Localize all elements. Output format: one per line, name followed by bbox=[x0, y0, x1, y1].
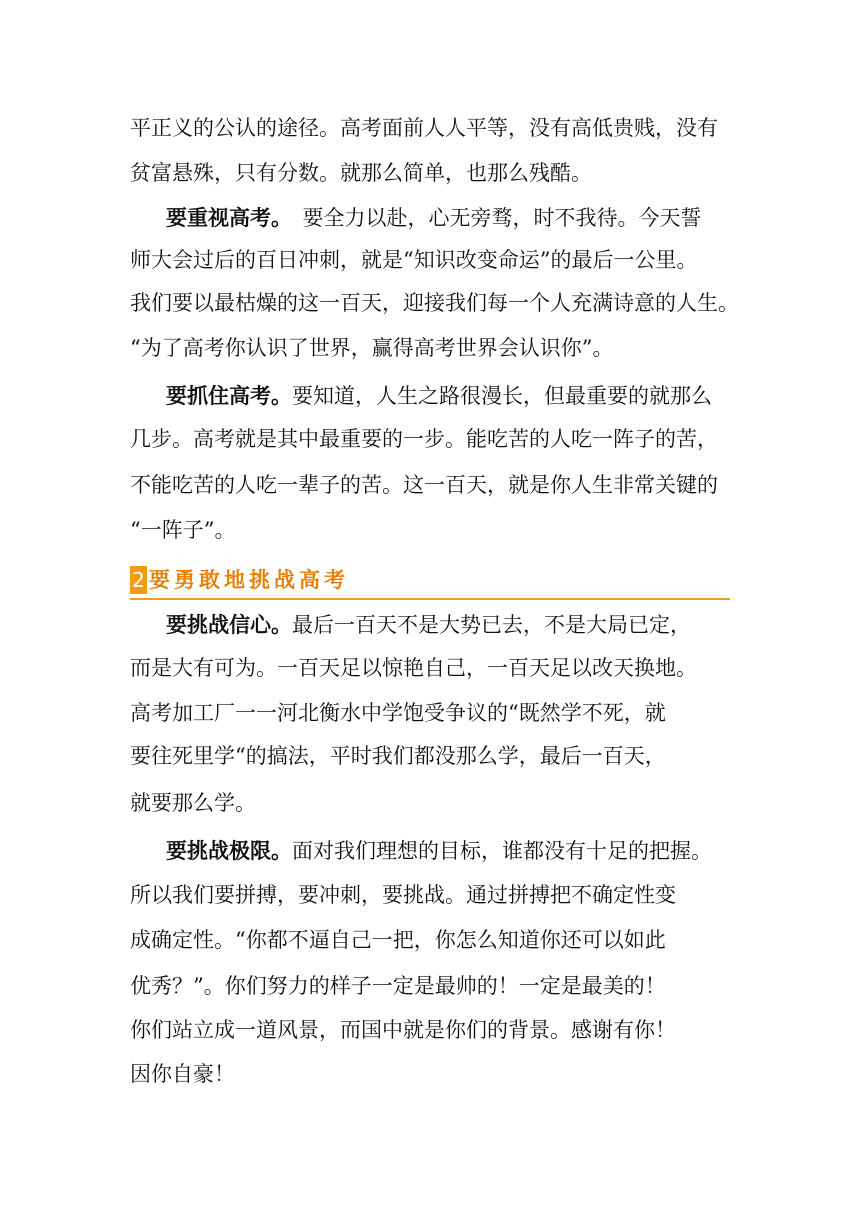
paragraph-line: 平正义的公认的途径。高考面前人人平等，没有高低贵贱，没有 bbox=[130, 116, 718, 140]
paragraph-line: 所以我们要拼搏，要冲刺，要挑战。通过拼搏把不确定性变 bbox=[130, 883, 676, 907]
section-title: 要勇敢地挑战高考 bbox=[149, 568, 349, 592]
paragraph-text: 要知道，人生之路很漫长，但最重要的就那么 bbox=[292, 384, 712, 408]
paragraph-line: “一阵子”。 bbox=[130, 518, 236, 542]
paragraph-text: 面对我们理想的目标，谁都没有十足的把握。 bbox=[292, 839, 712, 863]
section-number: 2 bbox=[130, 566, 147, 594]
section-heading bbox=[130, 564, 730, 600]
paragraph-text: 要全力以赴，心无旁骛，时不我待。今天誓 bbox=[281, 206, 702, 230]
paragraph-text: 最后一百天不是大势已去，不是大局已定， bbox=[292, 613, 691, 637]
bold-lead: 要挑战极限。 bbox=[166, 839, 292, 863]
paragraph-line: “为了高考你认识了世界，赢得高考世界会认识你”。 bbox=[130, 336, 614, 360]
bold-lead: 要重视高考。 bbox=[166, 206, 282, 230]
paragraph-line: 高考加工厂一一河北衡水中学饱受争议的“既然学不死，就 bbox=[130, 701, 666, 725]
paragraph-line: 而是大有可为。一百天足以惊艳自己，一百天足以改天换地。 bbox=[130, 656, 697, 680]
paragraph-line bbox=[166, 381, 766, 411]
paragraph-line: 我们要以最枯燥的这一百天，迎接我们每一个人充满诗意的人生。 bbox=[130, 291, 739, 315]
paragraph-line bbox=[166, 836, 766, 866]
paragraph-line: 师大会过后的百日冲刺，就是“知识改变命运”的最后一公里。 bbox=[130, 248, 698, 272]
bold-lead: 要挑战信心。 bbox=[166, 613, 292, 637]
paragraph-line: 几步。高考就是其中最重要的一步。能吃苦的人吃一阵子的苦， bbox=[130, 427, 718, 451]
paragraph-line: 你们站立成一道风景，而国中就是你们的背景。感谢有你！ bbox=[130, 1018, 676, 1042]
paragraph-line: 优秀？”。你们努力的样子一定是最帅的！一定是最美的！ bbox=[130, 974, 666, 998]
paragraph-line: 不能吃苦的人吃一辈子的苦。这一百天，就是你人生非常关键的 bbox=[130, 473, 718, 497]
paragraph-line: 因你自豪！ bbox=[130, 1062, 235, 1086]
bold-lead: 要抓住高考。 bbox=[166, 384, 292, 408]
paragraph-line: 贫富悬殊，只有分数。就那么简单，也那么残酷。 bbox=[130, 161, 592, 185]
paragraph-line: 就要那么学。 bbox=[130, 791, 256, 815]
paragraph-line bbox=[166, 610, 766, 640]
paragraph-line: 要往死里学“的搞法，平时我们都没那么学，最后一百天， bbox=[130, 744, 666, 768]
paragraph-line: 成确定性。“你都不逼自己一把，你怎么知道你还可以如此 bbox=[130, 928, 666, 952]
paragraph-line bbox=[166, 203, 766, 233]
